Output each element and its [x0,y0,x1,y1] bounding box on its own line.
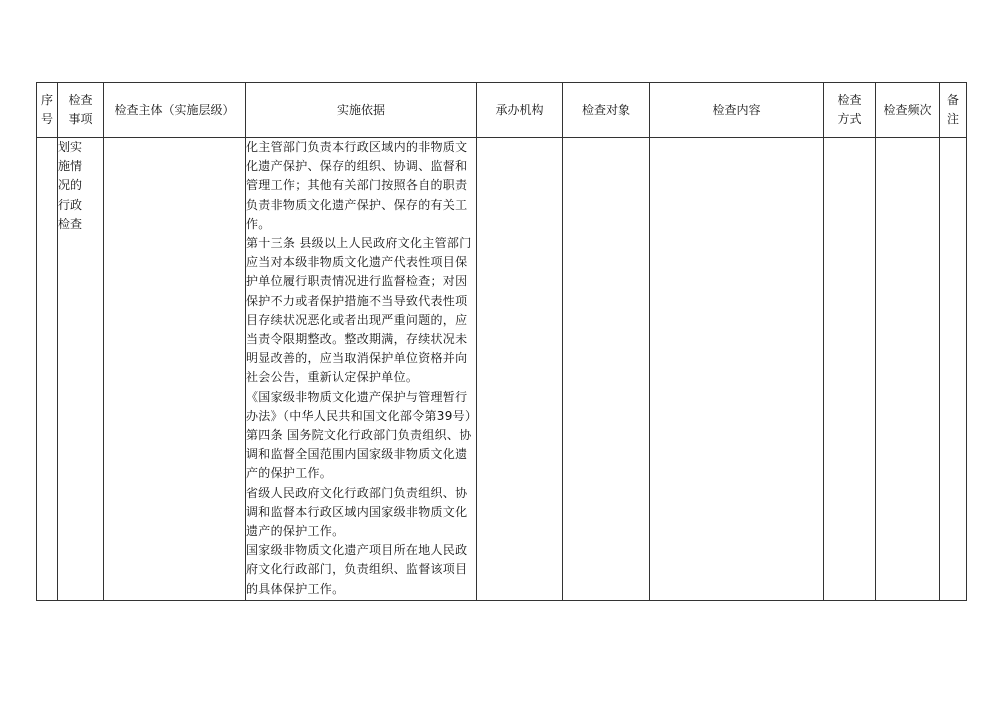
cell-agency [477,138,563,601]
header-agency: 承办机构 [477,83,563,138]
header-subject: 检查主体（实施层级） [104,83,246,138]
header-target: 检查对象 [563,83,650,138]
header-row [37,83,967,138]
header-item: 检查 事项 [58,83,104,138]
basis-paragraph: 第十三条 县级以上人民政府文化主管部门应当对本级非物质文化遗产代表性项目保护单位履行职责情况进行监督检查；对因保护不力或者保护措施不当导致代表性项目存续状况恶化或者出现严重问题的，应当责令限期整改。整改期满，存续状况未明显改善的，应当取消保护单位资格并向社会公告，重新认定保护单位。 [246,236,472,385]
cell-item: 划实 施情 况的 行政 检查 [58,138,104,601]
header-content: 检查内容 [650,83,824,138]
cell-frequency [876,138,940,601]
basis-paragraph: 化主管部门负责本行政区域内的非物质文化遗产保护、保存的组织、协调、监督和管理工作；其他有关部门按照各自的职责负责非物质文化遗产保护、保存的有关工作。 [246,140,468,231]
table-row [37,138,967,601]
cell-content [650,138,824,601]
header-basis: 实施依据 [246,83,477,138]
header-frequency: 检查频次 [876,83,940,138]
cell-method [824,138,876,601]
inspection-table [36,82,967,601]
cell-seq [37,138,58,601]
basis-paragraph: 国家级非物质文化遗产项目所在地人民政府文化行政部门，负责组织、监督该项目的具体保护工作。 [246,543,468,596]
cell-remark [940,138,967,601]
cell-subject [104,138,246,601]
cell-basis [246,138,477,601]
header-remark: 备 注 [940,83,967,138]
header-seq: 序 号 [37,83,58,138]
basis-paragraph: 《国家级非物质文化遗产保护与管理暂行办法》（中华人民共和国文化部令第39号）第四条 国务院文化行政部门负责组织、协调和监督全国范围内国家级非物质文化遗产的保护工作。 [246,389,472,481]
basis-paragraph: 省级人民政府文化行政部门负责组织、协调和监督本行政区域内国家级非物质文化遗产的保护工作。 [246,485,468,539]
cell-target [563,138,650,601]
header-method: 检查 方式 [824,83,876,138]
